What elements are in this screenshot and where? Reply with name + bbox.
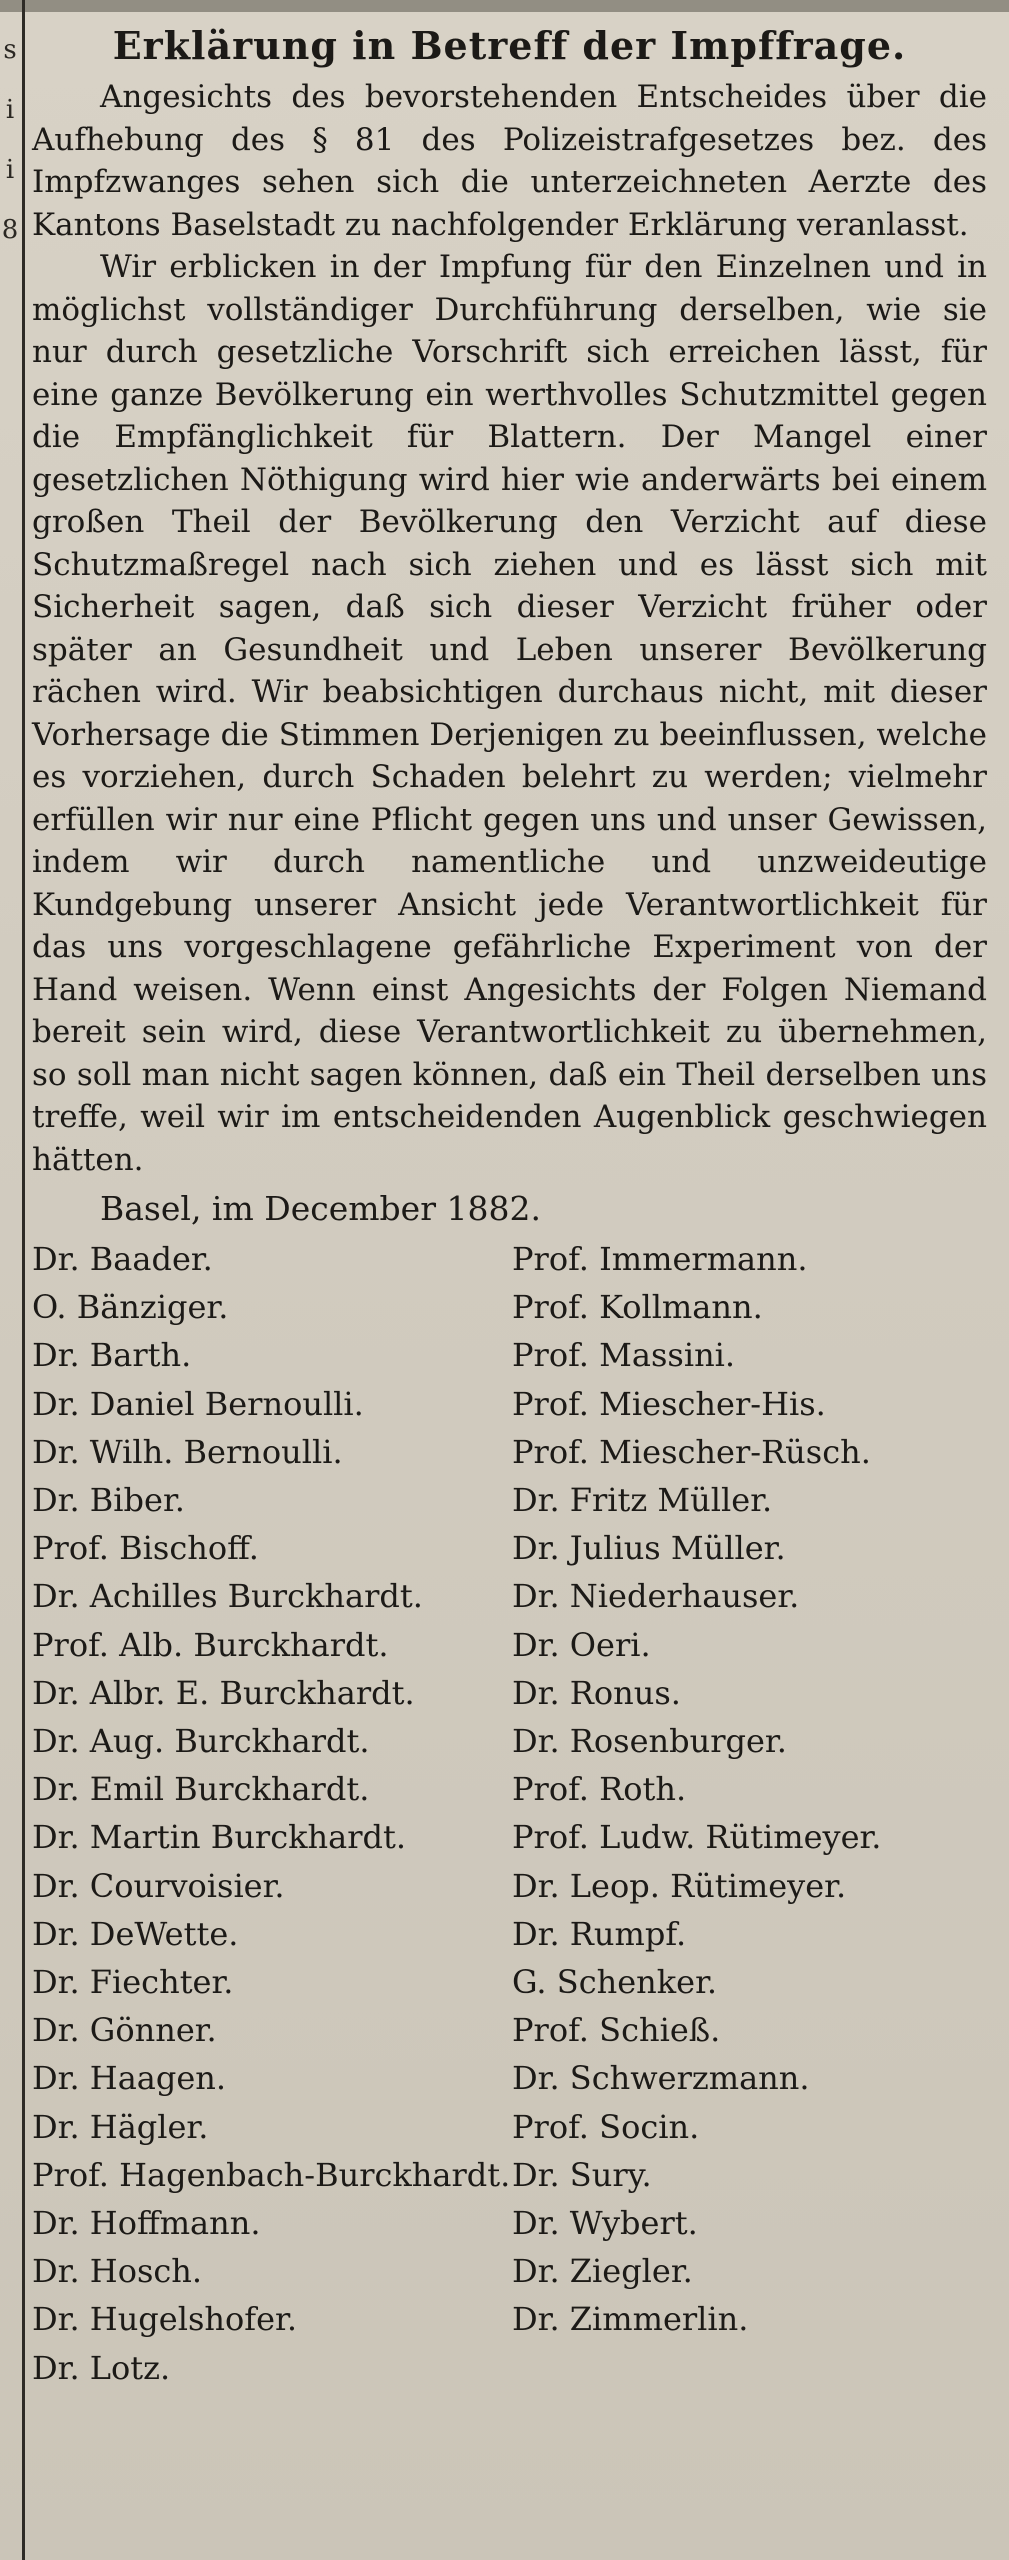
adjacent-column-fragment — [0, 20, 20, 260]
signatory-name: Dr. Zimmerlin. — [512, 2300, 749, 2339]
signatory-name: Prof. Miescher-Rüsch. — [512, 1432, 871, 1471]
column-divider — [22, 0, 25, 2560]
signatory-name: Prof. Massini. — [512, 1336, 736, 1375]
signatory-name: Prof. Kollmann. — [512, 1288, 763, 1327]
signatory-name: Dr. Fiechter. — [32, 1963, 234, 2002]
signatory-name: Dr. Wybert. — [512, 2204, 698, 2243]
signatory-name: Dr. Hoffmann. — [32, 2204, 261, 2243]
top-rule — [0, 0, 1009, 12]
signatory-name: Dr. Hägler. — [32, 2107, 209, 2146]
signatory-name: Dr. Fritz Müller. — [512, 1481, 773, 1520]
signatory-name: Dr. Schwerzmann. — [512, 2059, 810, 2098]
signatory-name: O. Bänziger. — [32, 1288, 229, 1327]
signatory-name: Dr. Lotz. — [32, 2348, 171, 2387]
signatory-name: Dr. Barth. — [32, 1336, 192, 1375]
signatory-name: Dr. Niederhauser. — [512, 1577, 800, 1616]
signatory-name: Prof. Alb. Burckhardt. — [32, 1625, 389, 1664]
signatory-name: Dr. Daniel Bernoulli. — [32, 1384, 364, 1423]
signatory-name: Dr. Hosch. — [32, 2252, 203, 2291]
signatory-name: Dr. Albr. E. Burckhardt. — [32, 1673, 415, 1712]
signatory-name: Dr. Hugelshofer. — [32, 2300, 297, 2339]
signatory-name: Dr. Oeri. — [512, 1625, 651, 1664]
margin-glyph: s — [3, 35, 17, 65]
signatory-name: Prof. Hagenbach-Burckhardt. — [32, 2155, 511, 2194]
signatory-name: Prof. Socin. — [512, 2107, 700, 2146]
signatory-name: Dr. Sury. — [512, 2155, 652, 2194]
article-title: Erklärung in Betreff der Impffrage. — [112, 23, 907, 68]
signatory-name: Dr. Haagen. — [32, 2059, 227, 2098]
signatories-right-column — [502, 1235, 987, 2392]
signatories-left-column — [32, 1235, 511, 2392]
signatory-name: Dr. Rumpf. — [512, 1914, 687, 1953]
article — [32, 14, 987, 2392]
signatory-name: Dr. Leop. Rütimeyer. — [512, 1866, 847, 1905]
signatory-name: G. Schenker. — [512, 1963, 718, 2002]
signatory-name: Dr. Biber. — [32, 1481, 185, 1520]
signatory-name: Prof. Ludw. Rütimeyer. — [512, 1818, 882, 1857]
signatory-name: Dr. Gönner. — [32, 2011, 217, 2050]
paragraph-intro: Angesichts des bevorstehenden Entscheides über die Aufhebung des § 81 des Polizeistrafgesetzes bez. des Impfzwanges sehen sich die unterzeichneten Aerzte des Kantons Baselstadt zu nachfolgender Erklärung veranlasst. — [32, 79, 987, 243]
signatory-name: Dr. Achilles Burckhardt. — [32, 1577, 423, 1616]
signatory-name: Prof. Miescher-His. — [512, 1384, 826, 1423]
signatory-name: Dr. Julius Müller. — [512, 1529, 786, 1568]
signatory-name: Dr. Aug. Burckhardt. — [32, 1722, 370, 1761]
signatory-name: Dr. Ronus. — [512, 1673, 681, 1712]
margin-glyph: i — [5, 155, 15, 185]
signatory-name: Prof. Roth. — [512, 1770, 687, 1809]
margin-glyph: 8 — [1, 215, 19, 245]
signatory-name: Dr. Martin Burckhardt. — [32, 1818, 407, 1857]
signatory-name: Prof. Schieß. — [512, 2011, 721, 2050]
signatory-name: Dr. Emil Burckhardt. — [32, 1770, 370, 1809]
signatory-name: Prof. Bischoff. — [32, 1529, 259, 1568]
signatory-name: Dr. Ziegler. — [512, 2252, 693, 2291]
signatory-name: Dr. Baader. — [32, 1240, 213, 1278]
signatory-name: Dr. Courvoisier. — [32, 1866, 285, 1905]
paragraph-body: Wir erblicken in der Impfung für den Einzelnen und in möglichst vollständiger Durchführung derselben, wie sie nur durch gesetzliche Vorschrift sich erreichen lässt, für eine ganze Bevölkerung ein werthvolles Schutzmittel gegen die Empfänglichkeit für Blattern. Der Mangel einer gesetzlichen Nöthigung wird hier wie anderwärts bei einem großen Theil der Bevölkerung den Verzicht auf diese Schutzmaßregel nach sich ziehen und es lässt sich mit Sicherheit sagen, daß sich dieser Verzicht früher oder später an Gesundheit und Leben unserer Bevölkerung rächen wird. Wir beabsichtigen durchaus nicht, mit dieser Vorhersage die Stimmen Derjenigen zu beeinflussen, welche es vorziehen, durch Schaden belehrt zu werden; vielmehr erfüllen wir nur eine Pflicht gegen uns und unser Gewissen, indem wir durch namentliche und unzweideutige Kundgebung unserer Ansicht jede Verantwortlichkeit für das uns vorgeschlagene gefährliche Experiment von der Hand weisen. Wenn einst Angesichts der Folgen Niemand bereit sein wird, diese Verantwortlichkeit zu übernehmen, so soll man nicht sagen können, daß ein Theil derselben uns treffe, weil wir im entscheidenden Augenblick geschwiegen hätten. — [32, 249, 987, 1178]
signatory-name: Dr. DeWette. — [32, 1914, 239, 1953]
signatory-name: Dr. Rosenburger. — [512, 1722, 787, 1761]
dateline: Basel, im December 1882. — [100, 1189, 541, 1228]
signatory-name: Dr. Wilh. Bernoulli. — [32, 1432, 343, 1471]
signatories — [32, 1235, 987, 2392]
signatory-name: Prof. Immermann. — [512, 1240, 808, 1278]
margin-glyph: i — [5, 95, 15, 125]
